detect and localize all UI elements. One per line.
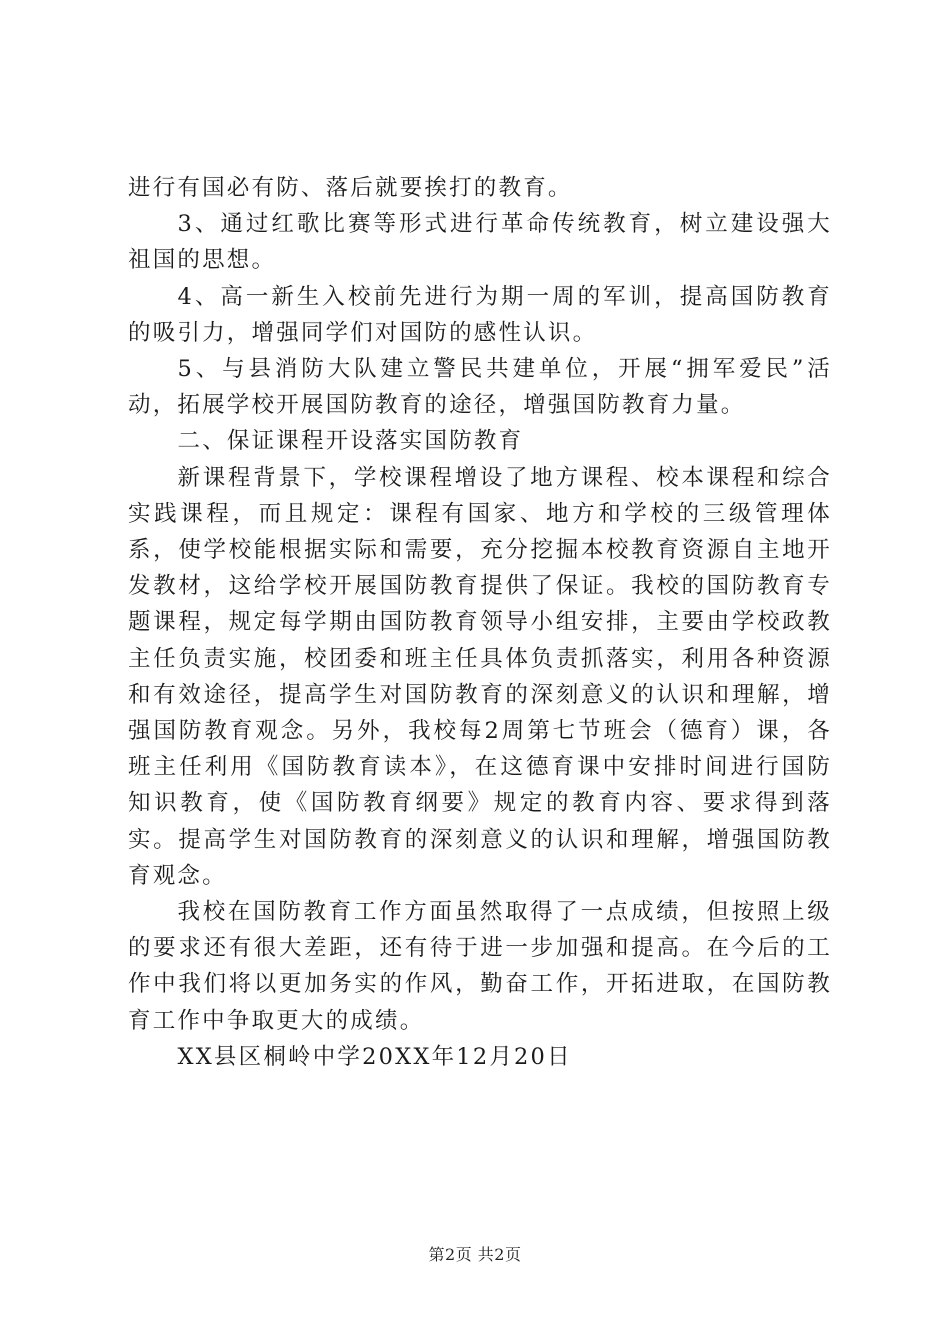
paragraph-6: 新课程背景下，学校课程增设了地方课程、校本课程和综合实践课程，而且规定：课程有国家、地方和学校的三级管理体系，使学校能根据实际和需要，充分挖掘本校教育资源自主地开发教材，这给学校开展国防教育提供了保证。我校的国防教育专题课程，规定每学期由国防教育领导小组安排，主要由学校政教主任负责实施，校团委和班主任具体负责抓落实，利用各种资源和有效途径，提高学生对国防教育的深刻意义的认识和理解，增强国防教育观念。另外，我校每2周第七节班会（德育）课，各班主任利用《国防教育读本》，在这德育课中安排时间进行国防知识教育，使《国防教育纲要》规定的教育内容、要求得到落实。提高学生对国防教育的深刻意义的认识和理解，增强国防教育观念。 <box>128 464 832 889</box>
paragraph-4: 5、与县消防大队建立警民共建单位，开展“拥军爱民”活动，拓展学校开展国防教育的途径，增强国防教育力量。 <box>128 356 832 419</box>
paragraph-1: 进行有国必有防、落后就要挨打的教育。 <box>128 175 573 201</box>
page-number: 第2页 共2页 <box>428 1245 522 1264</box>
paragraph-2: 3、通过红歌比赛等形式进行革命传统教育，树立建设强大祖国的思想。 <box>128 211 832 274</box>
paragraph-3: 4、高一新生入校前先进行为期一周的军训，提高国防教育的吸引力，增强同学们对国防的感性认识。 <box>128 283 832 346</box>
signature-line: XX县区桐岭中学20XX年12月20日 <box>177 1043 572 1070</box>
paragraph-7: 我校在国防教育工作方面虽然取得了一点成绩，但按照上级的要求还有很大差距，还有待于进一步加强和提高。在今后的工作中我们将以更加务实的作风，勤奋工作，开拓进取，在国防教育工作中争取更大的成绩。 <box>128 899 832 1034</box>
document-body <box>128 170 832 1075</box>
section-heading: 二、保证课程开设落实国防教育 <box>177 428 524 455</box>
page-footer <box>0 1242 950 1265</box>
